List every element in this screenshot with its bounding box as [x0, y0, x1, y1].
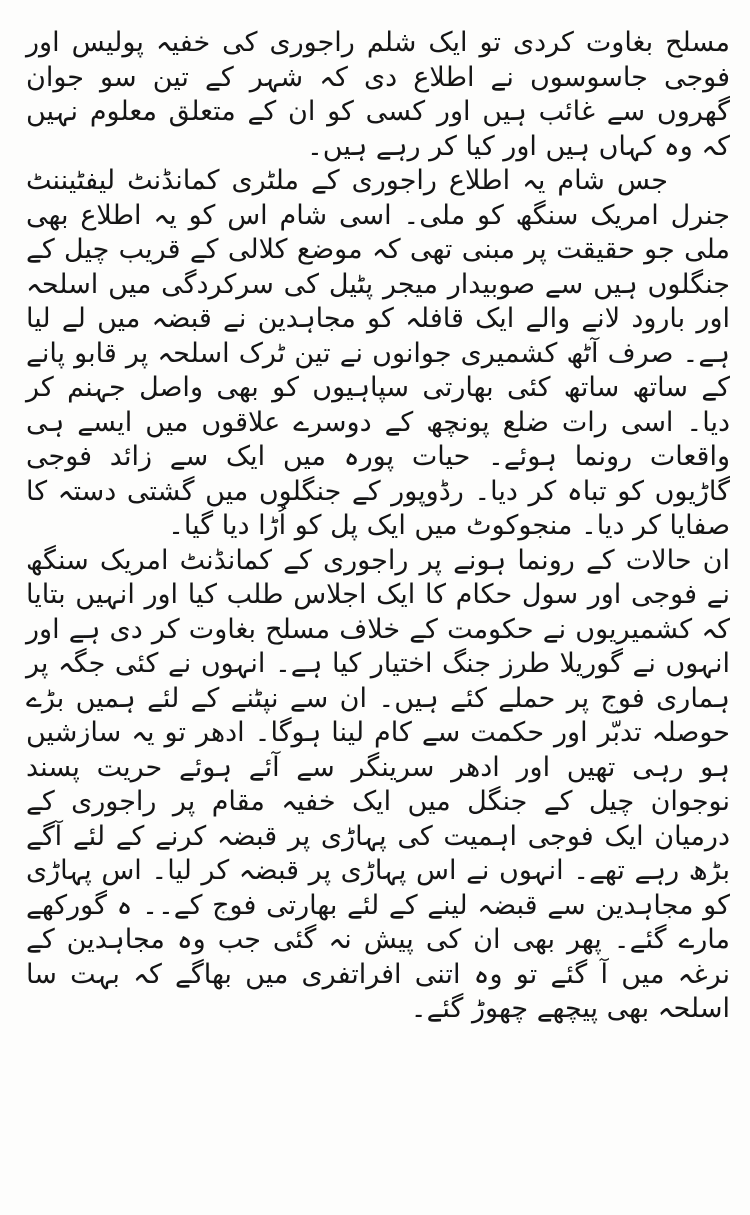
paragraph-3: ان حالات کے رونما ہونے پر راجوری کے کمانڈنٹ امریک سنگھ نے فوجی اور سول حکام کا ایک اجلاس طلب کیا اور انہیں بتایا کہ کشمیریوں نے حکومت کے خلاف مسلح بغاوت کر دی ہے اور انہوں نے گوریلا طرز جنگ اختیار کیا ہے۔ انہوں نے کئی جگہ پر ہماری فوج پر حملے کئے ہیں۔ ان سے نپٹنے کے لئے ہمیں بڑے حوصلہ تدبّر اور حکمت سے کام لینا ہوگا۔ ادھر تو یہ سازشیں ہو رہی تھیں اور ادھر سرینگر سے آئے ہوئے حریت پسند نوجوان چیل کے جنگل میں ایک خفیہ مقام پر راجوری کے درمیان ایک فوجی اہمیت کی پہاڑی پر قبضہ کرنے کے لئے آگے بڑھ رہے تھے۔ انہوں نے اس پہاڑی پر قبضہ کر لیا۔ اس پہاڑی کو مجاہدین سے قبضہ لینے کے لئے بھارتی فوج کے۔۔ ہ گورکھے مارے گئے۔ پھر بھی ان کی پیش نہ گئی جب وہ مجاہدین کے نرغہ میں آ گئے تو وہ اتنی افراتفری میں بھاگے کہ بہت سا اسلحہ بھی پیچھے چھوڑ گئے۔ — [26, 544, 730, 1024]
paragraph-1: مسلح بغاوت کردی تو ایک شلم راجوری کی خفیہ پولیس اور فوجی جاسوسوں نے اطلاع دی کہ شہر کے تین سو جوان گھروں سے غائب ہیں اور کسی کو ان کے متعلق معلوم نہیں کہ وہ کہاں ہیں اور کیا کر رہے ہیں۔ — [26, 27, 730, 162]
paragraph-2: جس شام یہ اطلاع راجوری کے ملٹری کمانڈنٹ لیفٹیننٹ جنرل امریک سنگھ کو ملی۔ اسی شام اس کو یہ اطلاع بھی ملی جو حقیقت پر مبنی تھی کہ موضع کلالی کے قریب چیل کے جنگلوں ہیں سے صوبیدار میجر پٹیل کی سرکردگی میں اسلحہ اور بارود لانے والے ایک قافلہ کو مجاہدین نے قبضہ میں لے لیا ہے۔ صرف آٹھ کشمیری جوانوں نے تین ٹرک اسلحہ پر قابو پانے کے ساتھ ساتھ کئی بھارتی سپاہیوں کو بھی واصل جہنم کر دیا۔ اسی رات ضلع پونچھ کے دوسرے علاقوں میں ایسے ہی واقعات رونما ہوئے۔ حیات پورہ میں ایک سے زائد فوجی گاڑیوں کو تباہ کر دیا۔ رڈوپور کے جنگلوں میں گشتی دستہ کا صفایا کر دیا۔ منجوکوٹ میں ایک پل کو اُڑا دیا گیا۔ — [26, 165, 730, 541]
urdu-text-body — [26, 26, 730, 1027]
